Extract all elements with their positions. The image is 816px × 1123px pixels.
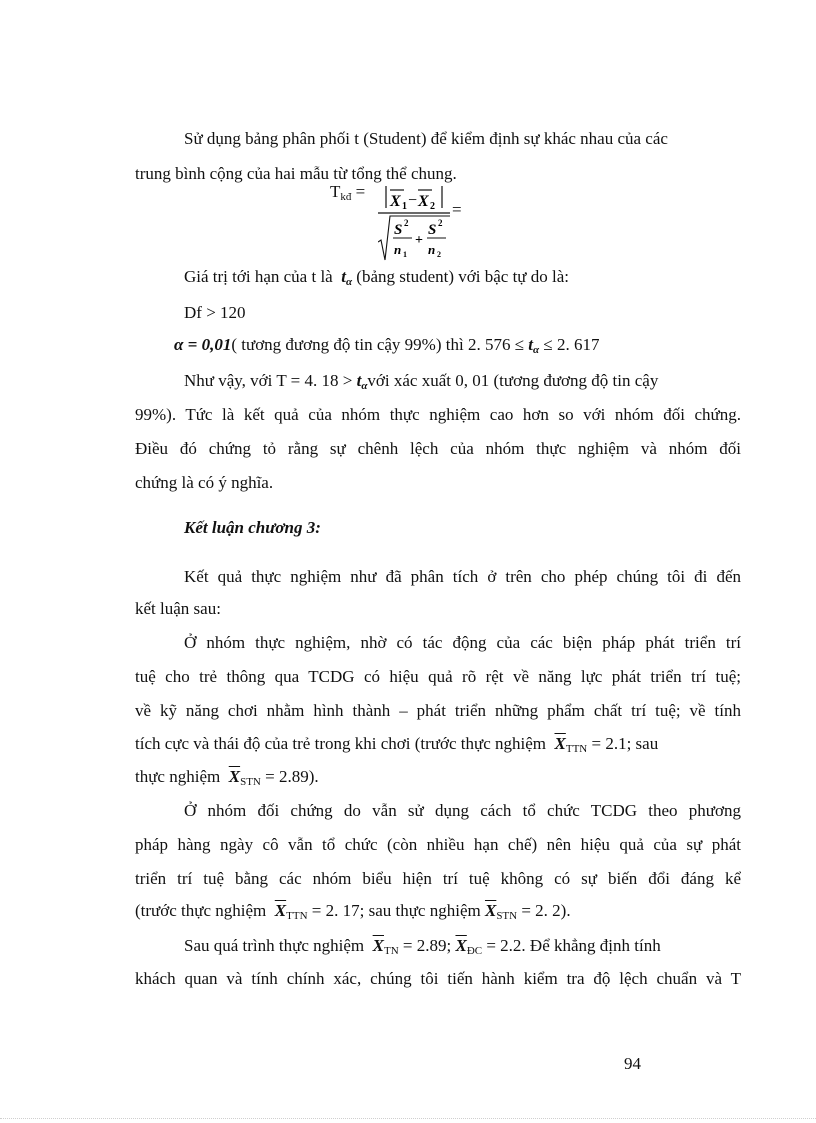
text-line: Sử dụng bảng phân phối t (Student) để kiểm định sự khác nhau của các <box>184 129 668 148</box>
text-line: 99%). Tức là kết quả của nhóm thực nghiệm cao hơn so với nhóm đối chứng. <box>135 405 741 424</box>
text-line: Kết quả thực nghiệm như đã phân tích ở trên cho phép chúng tôi đi đến <box>184 567 741 586</box>
formula-tail: = <box>452 200 462 219</box>
text-line: khách quan và tính chính xác, chúng tôi tiến hành kiểm tra độ lệch chuẩn và T <box>135 969 741 988</box>
t-test-formula <box>378 184 450 262</box>
text-line: trung bình cộng của hai mẫu từ tổng thể chung. <box>135 164 457 183</box>
svg-text:1: 1 <box>402 201 407 212</box>
svg-text:+: + <box>415 233 423 248</box>
text-line: về kỹ năng chơi nhằm hình thành – phát triển những phẩm chất trí tuệ; về tính <box>135 701 741 720</box>
text-line: Ở nhóm đối chứng do vẫn sử dụng cách tổ chức TCDG theo phương <box>184 801 741 820</box>
svg-text:−: − <box>408 192 418 209</box>
x2-symbol: X <box>418 193 429 210</box>
t-alpha-symbol: $t_\alpha$ <box>341 267 353 288</box>
footer-divider <box>0 1118 816 1119</box>
text-line: Như vậy, với T = 4. $18 > t_\alpha với$ xác xuất 0, 01 (tương đương độ tin cậy <box>184 371 659 392</box>
svg-text:2: 2 <box>437 250 441 259</box>
text-line: (trước thực nghiệm $\overline{X}_{TTN} = 2$. 17; sau thực nghiệm $\overline{X}_{STN} = 2$. 2). <box>135 901 571 922</box>
svg-text:n: n <box>394 242 402 257</box>
t-test-formula-label: $T_{kđ}$ = <box>330 182 366 203</box>
text-line: Giá trị tới hạn của t là $t_\alpha$ (bảng student) với bậc tự do là: <box>184 267 570 288</box>
text-line: Sau quá trình thực nghiệm $\overline{X}_{TN} = 2.89$; $\overline{X}_{ĐC} = 2.2$. Để khẳng định tính <box>184 936 661 957</box>
page-number: 94 <box>624 1054 641 1073</box>
text-line: α = 0,01( tương đương độ tin cậy 99%) thì 2. $576 \le t_\alpha \le 2$. 617 <box>174 335 600 356</box>
svg-text:S: S <box>428 222 437 238</box>
text-line: Ở nhóm thực nghiệm, nhờ có tác động của các biện pháp phát triển trí <box>184 633 741 652</box>
text-line: chứng là có ý nghĩa. <box>135 473 274 492</box>
text-line: Điều đó chứng tỏ rằng sự chênh lệch của nhóm thực nghiệm và nhóm đối <box>135 439 741 458</box>
svg-text:2: 2 <box>438 218 443 228</box>
text-line: thực nghiệm $\overline{X}_{STN} = 2.89$). <box>135 767 319 788</box>
svg-text:2: 2 <box>404 218 409 228</box>
svg-text:1: 1 <box>403 250 407 259</box>
text-line: triển trí tuệ bằng các nhóm biểu hiện trí tuệ không có sự biến đổi đáng kể <box>135 869 741 888</box>
svg-text:2: 2 <box>430 201 435 212</box>
text-line: tích cực và thái độ của trẻ trong khi chơi (trước thực nghiệm $\overline{X}_{TTN} = 2.1$; sau <box>135 734 659 755</box>
text-line: kết luận sau: <box>135 599 221 618</box>
text-line: pháp hàng ngày cô vẫn tổ chức (còn nhiều hạn chế) nên hiệu quả của sự phát <box>135 835 741 854</box>
svg-text:S: S <box>394 222 403 238</box>
text-line: tuệ cho trẻ thông qua TCDG có hiệu quả rõ rệt về năng lực phát triển trí tuệ; <box>135 667 741 686</box>
text-line: Df > 120 <box>184 303 246 322</box>
svg-text:n: n <box>428 242 436 257</box>
section-heading: Kết luận chương 3: <box>184 518 321 537</box>
x1-symbol: X <box>390 193 401 210</box>
